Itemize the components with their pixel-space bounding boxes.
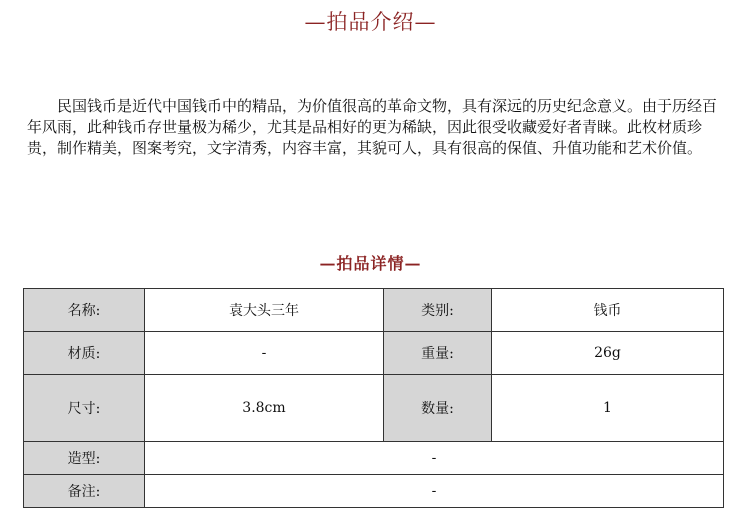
- table-row: [24, 375, 724, 442]
- details-table: [23, 288, 724, 508]
- shape-label: 造型:: [24, 442, 145, 475]
- size-label: 尺寸:: [24, 375, 145, 442]
- size-value: 3.8cm: [145, 375, 384, 442]
- table-row: [24, 475, 724, 508]
- notes-value: -: [145, 475, 724, 508]
- shape-value: -: [145, 442, 724, 475]
- category-value: 钱币: [492, 289, 724, 332]
- table-row: [24, 442, 724, 475]
- weight-label: 重量:: [384, 332, 492, 375]
- details-heading: —拍品详情—: [319, 254, 422, 273]
- weight-value: 26g: [492, 332, 724, 375]
- material-label: 材质:: [24, 332, 145, 375]
- table-row: [24, 289, 724, 332]
- table-row: [24, 332, 724, 375]
- material-value: -: [145, 332, 384, 375]
- category-label: 类别:: [384, 289, 492, 332]
- intro-heading: —拍品介绍—: [304, 10, 437, 34]
- name-value: 袁大头三年: [145, 289, 384, 332]
- quantity-value: 1: [492, 375, 724, 442]
- intro-paragraph: 民国钱币是近代中国钱币中的精品，为价值很高的革命文物，具有深远的历史纪念意义。由于历经百年风雨，此种钱币存世量极为稀少，尤其是品相好的更为稀缺，因此很受收藏爱好者青睐。此枚材质珍贵，制作精美，图案考究，文字清秀，内容丰富，其貌可人，具有很高的保值、升值功能和艺术价值。: [27, 97, 718, 157]
- notes-label: 备注:: [24, 475, 145, 508]
- quantity-label: 数量:: [384, 375, 492, 442]
- name-label: 名称:: [24, 289, 145, 332]
